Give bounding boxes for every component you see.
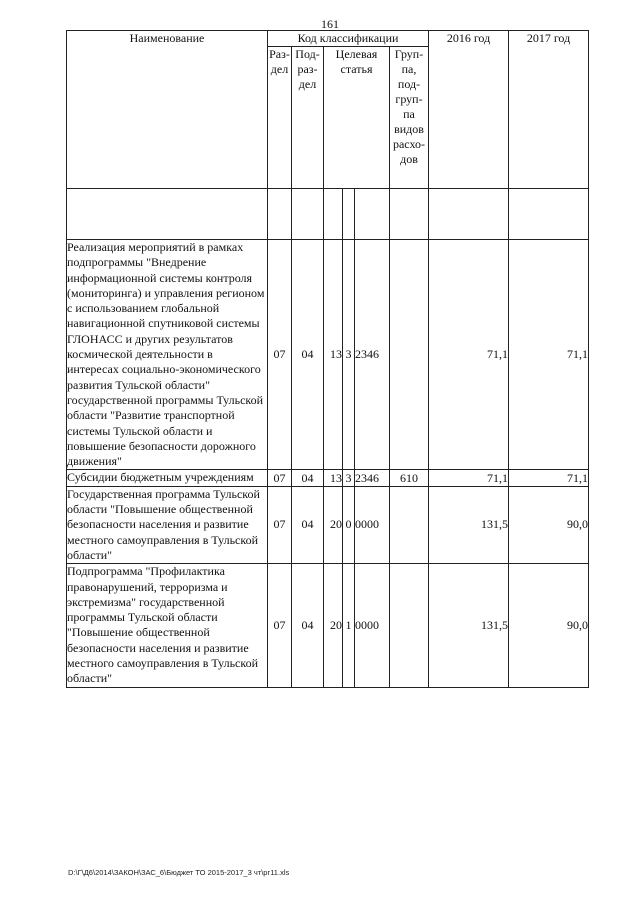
header-group: Груп- па, под- груп- па видов расхо- дов <box>390 47 429 189</box>
header-2016: 2016 год <box>429 31 509 189</box>
table-body <box>67 189 589 688</box>
header-code-group: Код классификации <box>268 31 429 47</box>
row-target-code: 0000 <box>355 564 390 687</box>
spacer-cell <box>292 189 324 240</box>
row-amount-2016: 131,5 <box>429 486 509 563</box>
row-expense-group <box>390 564 429 687</box>
row-amount-2016: 71,1 <box>429 470 509 486</box>
row-subsection: 04 <box>292 486 324 563</box>
table-row <box>67 240 589 470</box>
table-row <box>67 564 589 687</box>
row-subsection: 04 <box>292 564 324 687</box>
row-target-program: 13 <box>324 470 343 486</box>
row-amount-2016: 131,5 <box>429 564 509 687</box>
row-target-subprogram: 3 <box>343 470 355 486</box>
spacer-cell <box>67 189 268 240</box>
row-target-subprogram: 1 <box>343 564 355 687</box>
spacer-cell <box>268 189 292 240</box>
row-section: 07 <box>268 470 292 486</box>
row-target-subprogram: 3 <box>343 240 355 470</box>
row-name: Субсидии бюджетным учреждениям <box>67 470 268 486</box>
row-target-program: 20 <box>324 564 343 687</box>
row-section: 07 <box>268 240 292 470</box>
spacer-cell <box>343 189 355 240</box>
row-name: Подпрограмма "Профилактика правонарушений, терроризма и экстремизма" государственной программы Тульской области "Повышение общественной безопасности населения и развитие местного самоуправления в Тульской области" <box>67 564 268 687</box>
header-section: Раз- дел <box>268 47 292 189</box>
row-section: 07 <box>268 564 292 687</box>
row-amount-2017: 90,0 <box>509 564 589 687</box>
row-section: 07 <box>268 486 292 563</box>
header-2017: 2017 год <box>509 31 589 189</box>
row-target-code: 2346 <box>355 470 390 486</box>
row-subsection: 04 <box>292 470 324 486</box>
row-target-subprogram: 0 <box>343 486 355 563</box>
row-name: Государственная программа Тульской области "Повышение общественной безопасности населения и развитие местного самоуправления в Тульской области" <box>67 486 268 563</box>
spacer-cell <box>324 189 343 240</box>
row-amount-2016: 71,1 <box>429 240 509 470</box>
row-expense-group: 610 <box>390 470 429 486</box>
header-name: Наименование <box>67 31 268 189</box>
header-target: Целевая статья <box>324 47 390 189</box>
row-target-program: 13 <box>324 240 343 470</box>
row-target-code: 0000 <box>355 486 390 563</box>
spacer-row <box>67 189 589 240</box>
budget-table <box>66 30 589 688</box>
spacer-cell <box>390 189 429 240</box>
row-name: Реализация мероприятий в рамках подпрограммы "Внедрение информационной системы контроля (мониторинга) и управления регионом с использованием глобальной навигационной спутниковой системы ГЛОНАСС и других результатов космической деятельности в интересах социально-экономического развития Тульской области" государственной программы Тульской области "Развитие транспортной системы Тульской области и повышение безопасности дорожного движения" <box>67 240 268 470</box>
row-expense-group <box>390 240 429 470</box>
table-row <box>67 470 589 486</box>
page-number: 161 <box>321 17 339 31</box>
row-subsection: 04 <box>292 240 324 470</box>
row-expense-group <box>390 486 429 563</box>
row-target-program: 20 <box>324 486 343 563</box>
header-subsection: Под- раз- дел <box>292 47 324 189</box>
table-row <box>67 486 589 563</box>
row-amount-2017: 90,0 <box>509 486 589 563</box>
spacer-cell <box>429 189 509 240</box>
row-target-code: 2346 <box>355 240 390 470</box>
row-amount-2017: 71,1 <box>509 240 589 470</box>
footer-file-path: D:\Г\Д6\2014\ЗАКОН\ЗАС_6\Бюджет ТО 2015-2017_3 чт\рг11.xls <box>68 868 290 877</box>
spacer-cell <box>355 189 390 240</box>
row-amount-2017: 71,1 <box>509 470 589 486</box>
table-header <box>67 31 589 189</box>
spacer-cell <box>509 189 589 240</box>
